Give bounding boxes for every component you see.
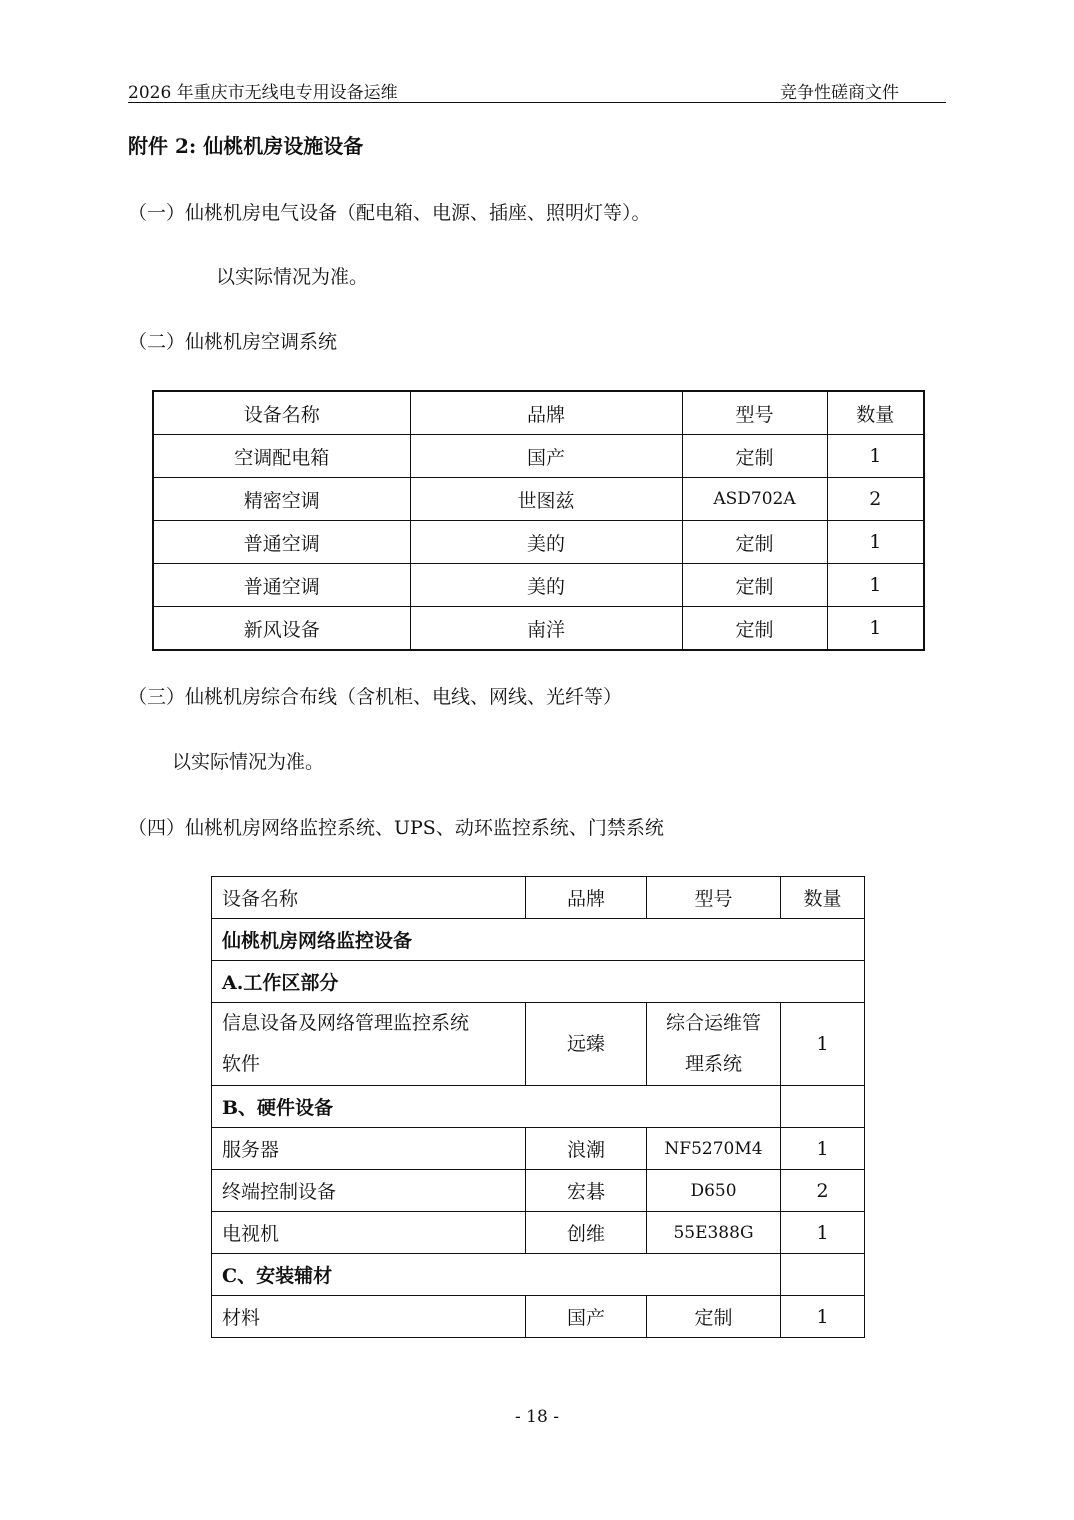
- table-cell: 2: [827, 478, 924, 521]
- column-header: 品牌: [526, 877, 647, 919]
- software-name-line-2: 软件: [222, 1053, 261, 1075]
- table-cell: 世图兹: [410, 478, 682, 521]
- column-header: 数量: [827, 391, 924, 435]
- column-header: 数量: [781, 877, 865, 919]
- table-cell: 美的: [410, 564, 682, 607]
- table-cell: 1: [781, 1128, 865, 1170]
- table-cell: 1: [781, 1296, 865, 1338]
- section-a-title: A.工作区部分: [212, 961, 865, 1003]
- table-cell: 1: [827, 435, 924, 478]
- table-cell: 定制: [682, 564, 827, 607]
- table-cell: 创维: [526, 1212, 647, 1254]
- table-cell: D650: [647, 1170, 781, 1212]
- table-row: [153, 435, 924, 478]
- table-cell: 定制: [682, 521, 827, 564]
- monitoring-system-table: [211, 876, 865, 1338]
- table-cell: [212, 1003, 526, 1086]
- software-name-line-1: 信息设备及网络管理监控系统: [222, 1012, 470, 1034]
- table-cell: 终端控制设备: [212, 1170, 526, 1212]
- column-header: 品牌: [410, 391, 682, 435]
- column-header: 型号: [647, 877, 781, 919]
- table-cell: 普通空调: [153, 521, 410, 564]
- table-row: [212, 1212, 865, 1254]
- table-row: [212, 1003, 865, 1086]
- table-row: [212, 1296, 865, 1338]
- table-cell: [647, 1003, 781, 1086]
- table-header-row: [153, 391, 924, 435]
- table-cell: 南洋: [410, 607, 682, 651]
- table-cell: 1: [827, 564, 924, 607]
- section-3-note: 以实际情况为准。: [172, 751, 325, 773]
- section-row: [212, 1086, 865, 1128]
- table-cell: 1: [781, 1003, 865, 1086]
- table-cell: 定制: [682, 607, 827, 651]
- table-row: [153, 564, 924, 607]
- table-cell: ASD702A: [682, 478, 827, 521]
- table-cell: 精密空调: [153, 478, 410, 521]
- section-4-title: （四）仙桃机房网络监控系统、UPS、动环监控系统、门禁系统: [128, 817, 664, 839]
- section-1-note: 以实际情况为准。: [216, 266, 369, 288]
- section-3-title: （三）仙桃机房综合布线（含机柜、电线、网线、光纤等）: [128, 686, 623, 708]
- table-cell: 新风设备: [153, 607, 410, 651]
- table-cell: 空调配电箱: [153, 435, 410, 478]
- table-cell: [781, 1086, 865, 1128]
- table-row: [153, 478, 924, 521]
- section-row: [212, 1254, 865, 1296]
- table-cell: 宏碁: [526, 1170, 647, 1212]
- group-title: 仙桃机房网络监控设备: [212, 919, 865, 961]
- table-cell: 2: [781, 1170, 865, 1212]
- column-header: 设备名称: [212, 877, 526, 919]
- section-b-title: B、硬件设备: [212, 1086, 781, 1128]
- table-cell: 1: [781, 1212, 865, 1254]
- table-cell: 国产: [526, 1296, 647, 1338]
- section-c-title: C、安装辅材: [212, 1254, 781, 1296]
- table-cell: [781, 1254, 865, 1296]
- group-title-row: [212, 919, 865, 961]
- section-row: [212, 961, 865, 1003]
- column-header: 型号: [682, 391, 827, 435]
- table-cell: 55E388G: [647, 1212, 781, 1254]
- header-divider: [128, 102, 946, 103]
- table-cell: 定制: [682, 435, 827, 478]
- table-cell: 普通空调: [153, 564, 410, 607]
- table-cell: 材料: [212, 1296, 526, 1338]
- table-cell: 1: [827, 607, 924, 651]
- table-header-row: [212, 877, 865, 919]
- software-model-line-1: 综合运维管: [665, 1012, 761, 1034]
- table-row: [153, 607, 924, 651]
- table-cell: 远臻: [526, 1003, 647, 1086]
- section-2-title: （二）仙桃机房空调系统: [128, 331, 338, 353]
- table-cell: 美的: [410, 521, 682, 564]
- table-row: [212, 1128, 865, 1170]
- section-1-title: （一）仙桃机房电气设备（配电箱、电源、插座、照明灯等）。: [128, 202, 651, 224]
- table-cell: 国产: [410, 435, 682, 478]
- page-number: - 18 -: [515, 1407, 559, 1427]
- header-title: 2026 年重庆市无线电专用设备运维: [128, 83, 398, 103]
- table-cell: NF5270M4: [647, 1128, 781, 1170]
- table-row: [212, 1170, 865, 1212]
- table-cell: 电视机: [212, 1212, 526, 1254]
- software-model-line-2: 理系统: [684, 1053, 742, 1075]
- table-cell: 定制: [647, 1296, 781, 1338]
- column-header: 设备名称: [153, 391, 410, 435]
- ac-system-table: [152, 390, 925, 651]
- table-cell: 服务器: [212, 1128, 526, 1170]
- table-cell: 1: [827, 521, 924, 564]
- page-heading: 附件 2: 仙桃机房设施设备: [128, 134, 364, 158]
- table-cell: 浪潮: [526, 1128, 647, 1170]
- table-row: [153, 521, 924, 564]
- header-doc-type: 竞争性磋商文件: [780, 83, 899, 103]
